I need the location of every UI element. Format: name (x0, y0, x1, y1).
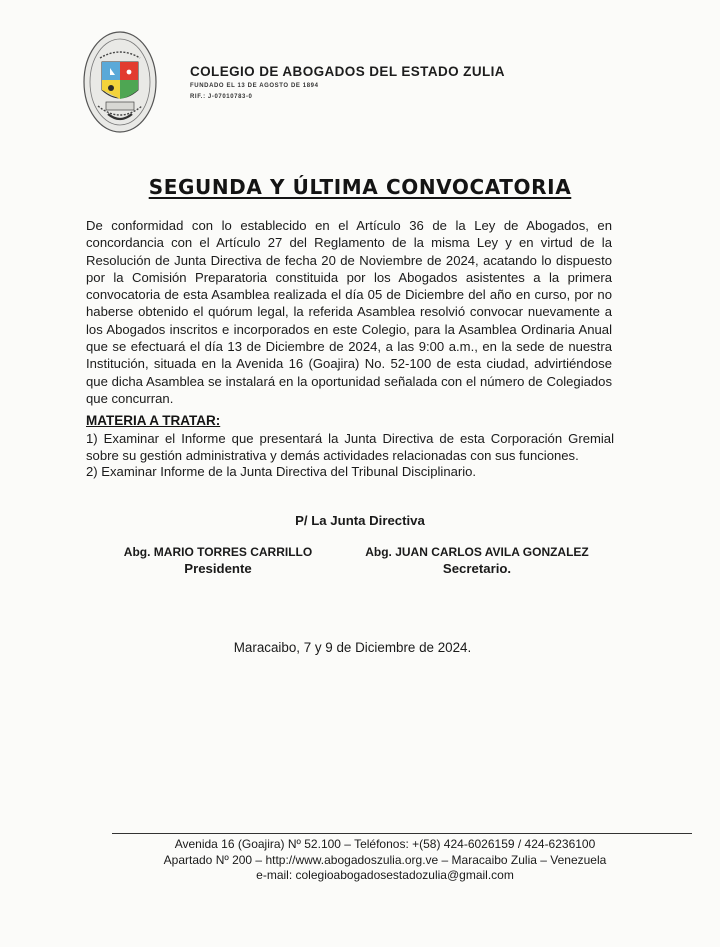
footer-email: e-mail: colegioabogadosestadozulia@gmail.com (256, 868, 514, 882)
agenda-item: 1) Examinar el Informe que presentará la Junta Directiva de esta Corporación Gremial sobre su gestión administrativa y demás actividades relacionadas con sus funciones. (86, 431, 614, 463)
agenda-title: MATERIA A TRATAR: (86, 413, 221, 428)
signer-president (100, 545, 336, 576)
signer-secretary (342, 545, 612, 576)
signer-role: Presidente (184, 561, 252, 576)
footer-divider (112, 833, 692, 834)
organization-header (190, 64, 505, 101)
signer-name: Abg. MARIO TORRES CARRILLO (123, 545, 313, 559)
place-and-date: Maracaibo, 7 y 9 de Diciembre de 2024. (233, 640, 472, 655)
founded-date: FUNDADO EL 13 DE AGOSTO DE 1894 (190, 83, 319, 89)
footer-contact (0, 837, 720, 884)
signer-role: Secretario. (442, 561, 512, 576)
signer-name: Abg. JUAN CARLOS AVILA GONZALEZ (365, 545, 589, 559)
bar-association-seal-icon (82, 28, 158, 140)
footer-address-phone: Avenida 16 (Goajira) Nº 52.100 – Teléfonos: +(58) 424-6026159 / 424-6236100 (174, 837, 596, 851)
convocation-paragraph: De conformidad con lo establecido en el Artículo 36 de la Ley de Abogados, en concordancia con el Artículo 27 del Reglamento de la misma Ley y en virtud de la Resolución de Junta Directiva de fecha 20 de Noviembre de 2024, acatando lo dispuesto por la Comisión Preparatoria constituida por los Abogados asistentes a la primera convocatoria de esta Asamblea realizada el día 05 de Diciembre del año en curso, por no haberse obtenido el quórum legal, la referida Asamblea resolvió convocar nuevamente a los Abogados inscritos e incorporados en este Colegio, para la Asamblea Ordinaria Anual que se efectuará el día 13 de Diciembre de 2024, a las 9:00 a.m., en la sede de nuestra Institución, situada en la Avenida 16 (Goajira) No. 52-100 de esta ciudad, advirtiéndose que dicha Asamblea se instalará en la oportunidad señalada con el número de Colegiados que concurran. (86, 218, 612, 406)
footer-po-box-website: Apartado Nº 200 – http://www.abogadoszulia.org.ve – Maracaibo Zulia – Venezuela (163, 852, 607, 867)
agenda-list (86, 431, 614, 481)
document-title-text: SEGUNDA Y ÚLTIMA CONVOCATORIA (148, 175, 572, 199)
on-behalf-line: P/ La Junta Directiva (295, 513, 425, 528)
organization-name: COLEGIO DE ABOGADOS DEL ESTADO ZULIA (190, 64, 505, 79)
rif-number: RIF.: J-07010783-0 (190, 94, 253, 100)
agenda-item: 2) Examinar Informe de la Junta Directiva del Tribunal Disciplinario. (86, 464, 477, 479)
document-title (0, 175, 720, 199)
